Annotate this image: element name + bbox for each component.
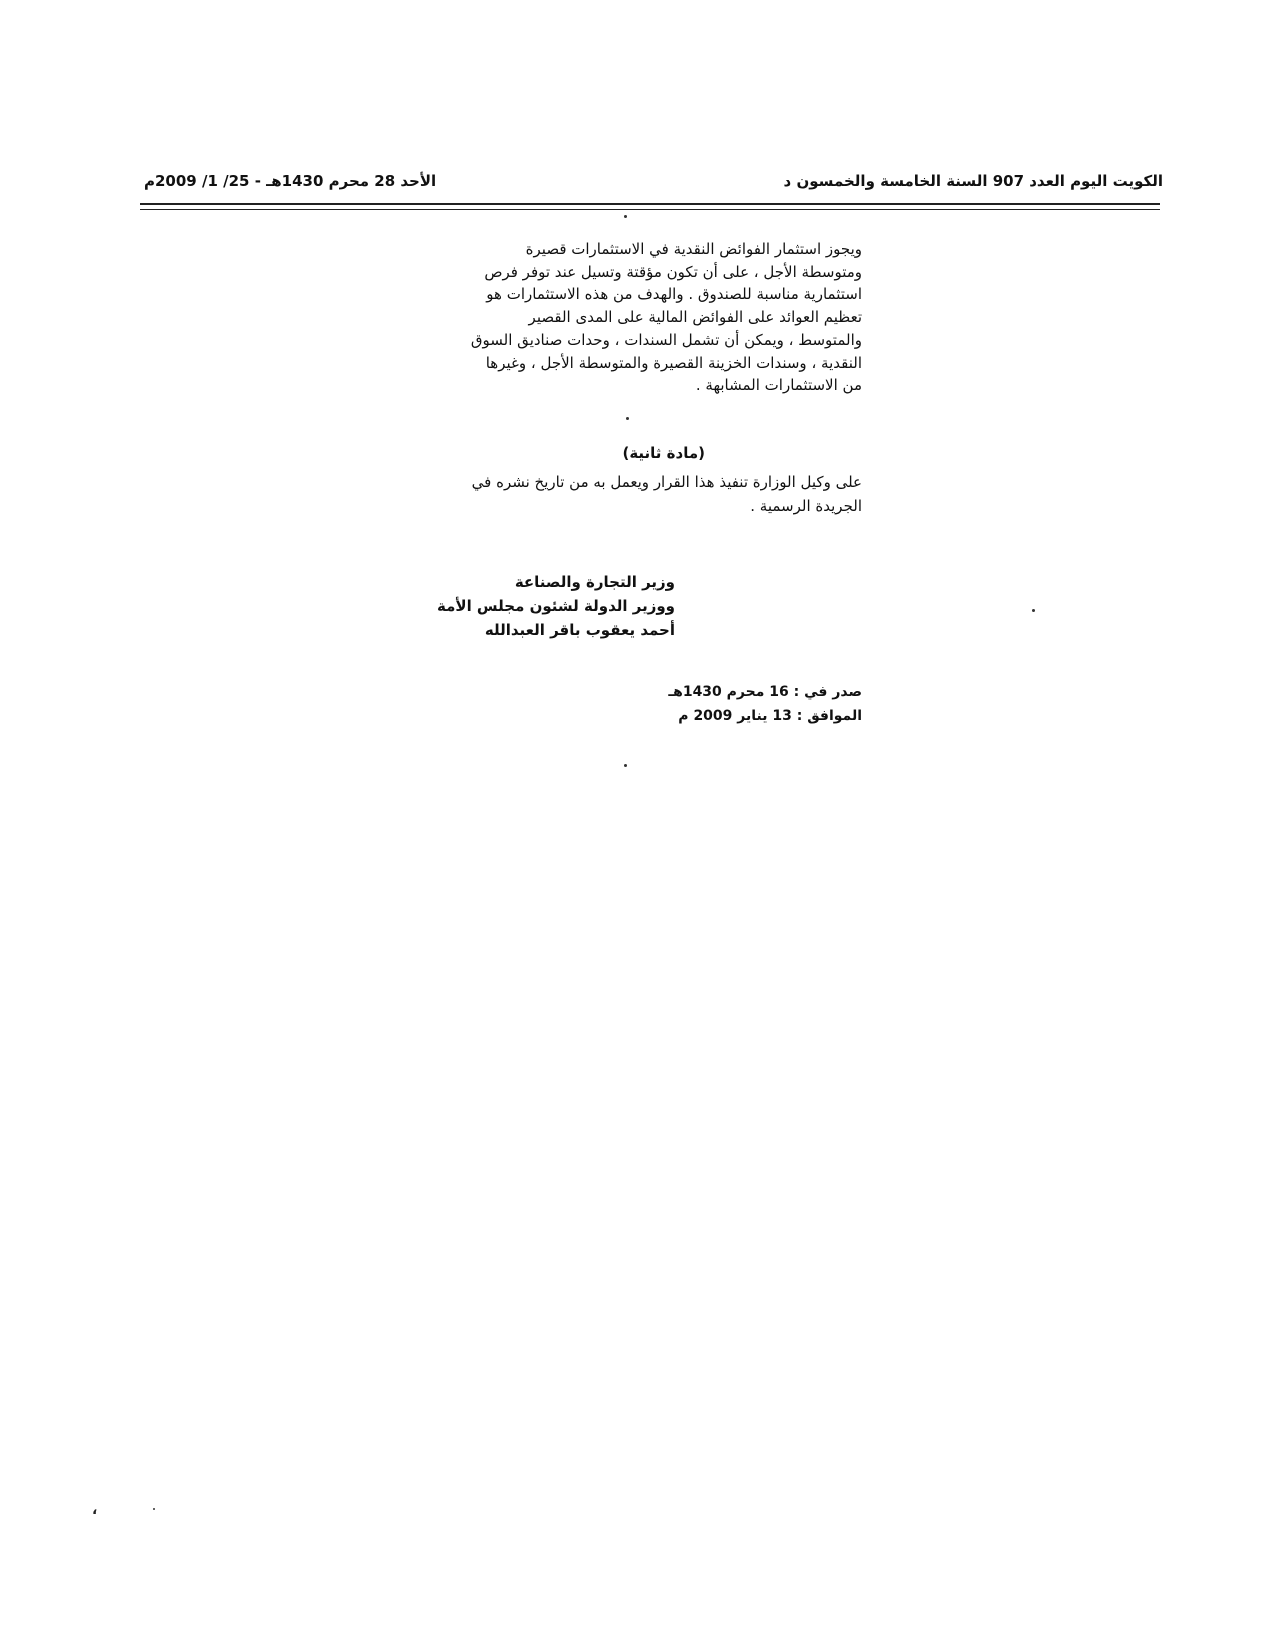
issue-date-gregorian: الموافق : 13 يناير 2009 م bbox=[678, 708, 862, 724]
paragraph-line: ويجوز استثمار الفوائض النقدية في الاستثمارات قصيرة bbox=[525, 240, 862, 258]
signature-name: أحمد يعقوب باقر العبدالله bbox=[484, 621, 675, 639]
paragraph-line: تعظيم العوائد على الفوائض المالية على المدى القصير bbox=[528, 308, 862, 327]
scan-dot bbox=[624, 764, 627, 767]
scan-mark: ، bbox=[92, 1502, 98, 1518]
scan-dot bbox=[626, 417, 629, 420]
paragraph-line: الجريدة الرسمية . bbox=[750, 497, 862, 515]
article-heading: (مادة ثانية) bbox=[622, 444, 705, 462]
scan-dot bbox=[153, 1508, 155, 1510]
signature-title-2: ووزير الدولة لشئون مجلس الأمة bbox=[437, 597, 675, 615]
issue-date-block bbox=[668, 680, 862, 728]
header-rule bbox=[140, 203, 1160, 205]
header-rule-thin bbox=[140, 209, 1160, 210]
paragraph-line: على وكيل الوزارة تنفيذ هذا القرار ويعمل به من تاريخ نشره في bbox=[471, 473, 862, 491]
scan-dot bbox=[624, 215, 627, 218]
signature-title: وزير التجارة والصناعة bbox=[514, 573, 675, 591]
paragraph-line: النقدية ، وسندات الخزينة القصيرة والمتوسطة الأجل ، وغيرها bbox=[485, 353, 862, 372]
paragraph-line: من الاستثمارات المشابهة . bbox=[695, 376, 862, 395]
paragraph-line: والمتوسط ، ويمكن أن تشمل السندات ، وحدات صناديق السوق bbox=[470, 330, 862, 349]
signature-block bbox=[437, 570, 675, 642]
paragraph-line: ومتوسطة الأجل ، على أن تكون مؤقتة وتسيل عند توفر فرص bbox=[484, 262, 862, 281]
header-date: الأحد 28 محرم 1430هـ - 25/ 1/ 2009م bbox=[144, 172, 437, 190]
paragraph-line: استثمارية مناسبة للصندوق . والهدف من هذه الاستثمارات هو bbox=[486, 285, 862, 304]
paragraph-investment bbox=[402, 238, 862, 397]
paragraph-execution bbox=[402, 470, 862, 518]
header-issue-info: الكويت اليوم العدد 907 السنة الخامسة والخمسون د bbox=[783, 172, 1163, 190]
issue-date-hijri: صدر في : 16 محرم 1430هـ bbox=[668, 684, 862, 700]
scan-dot bbox=[1032, 609, 1035, 612]
